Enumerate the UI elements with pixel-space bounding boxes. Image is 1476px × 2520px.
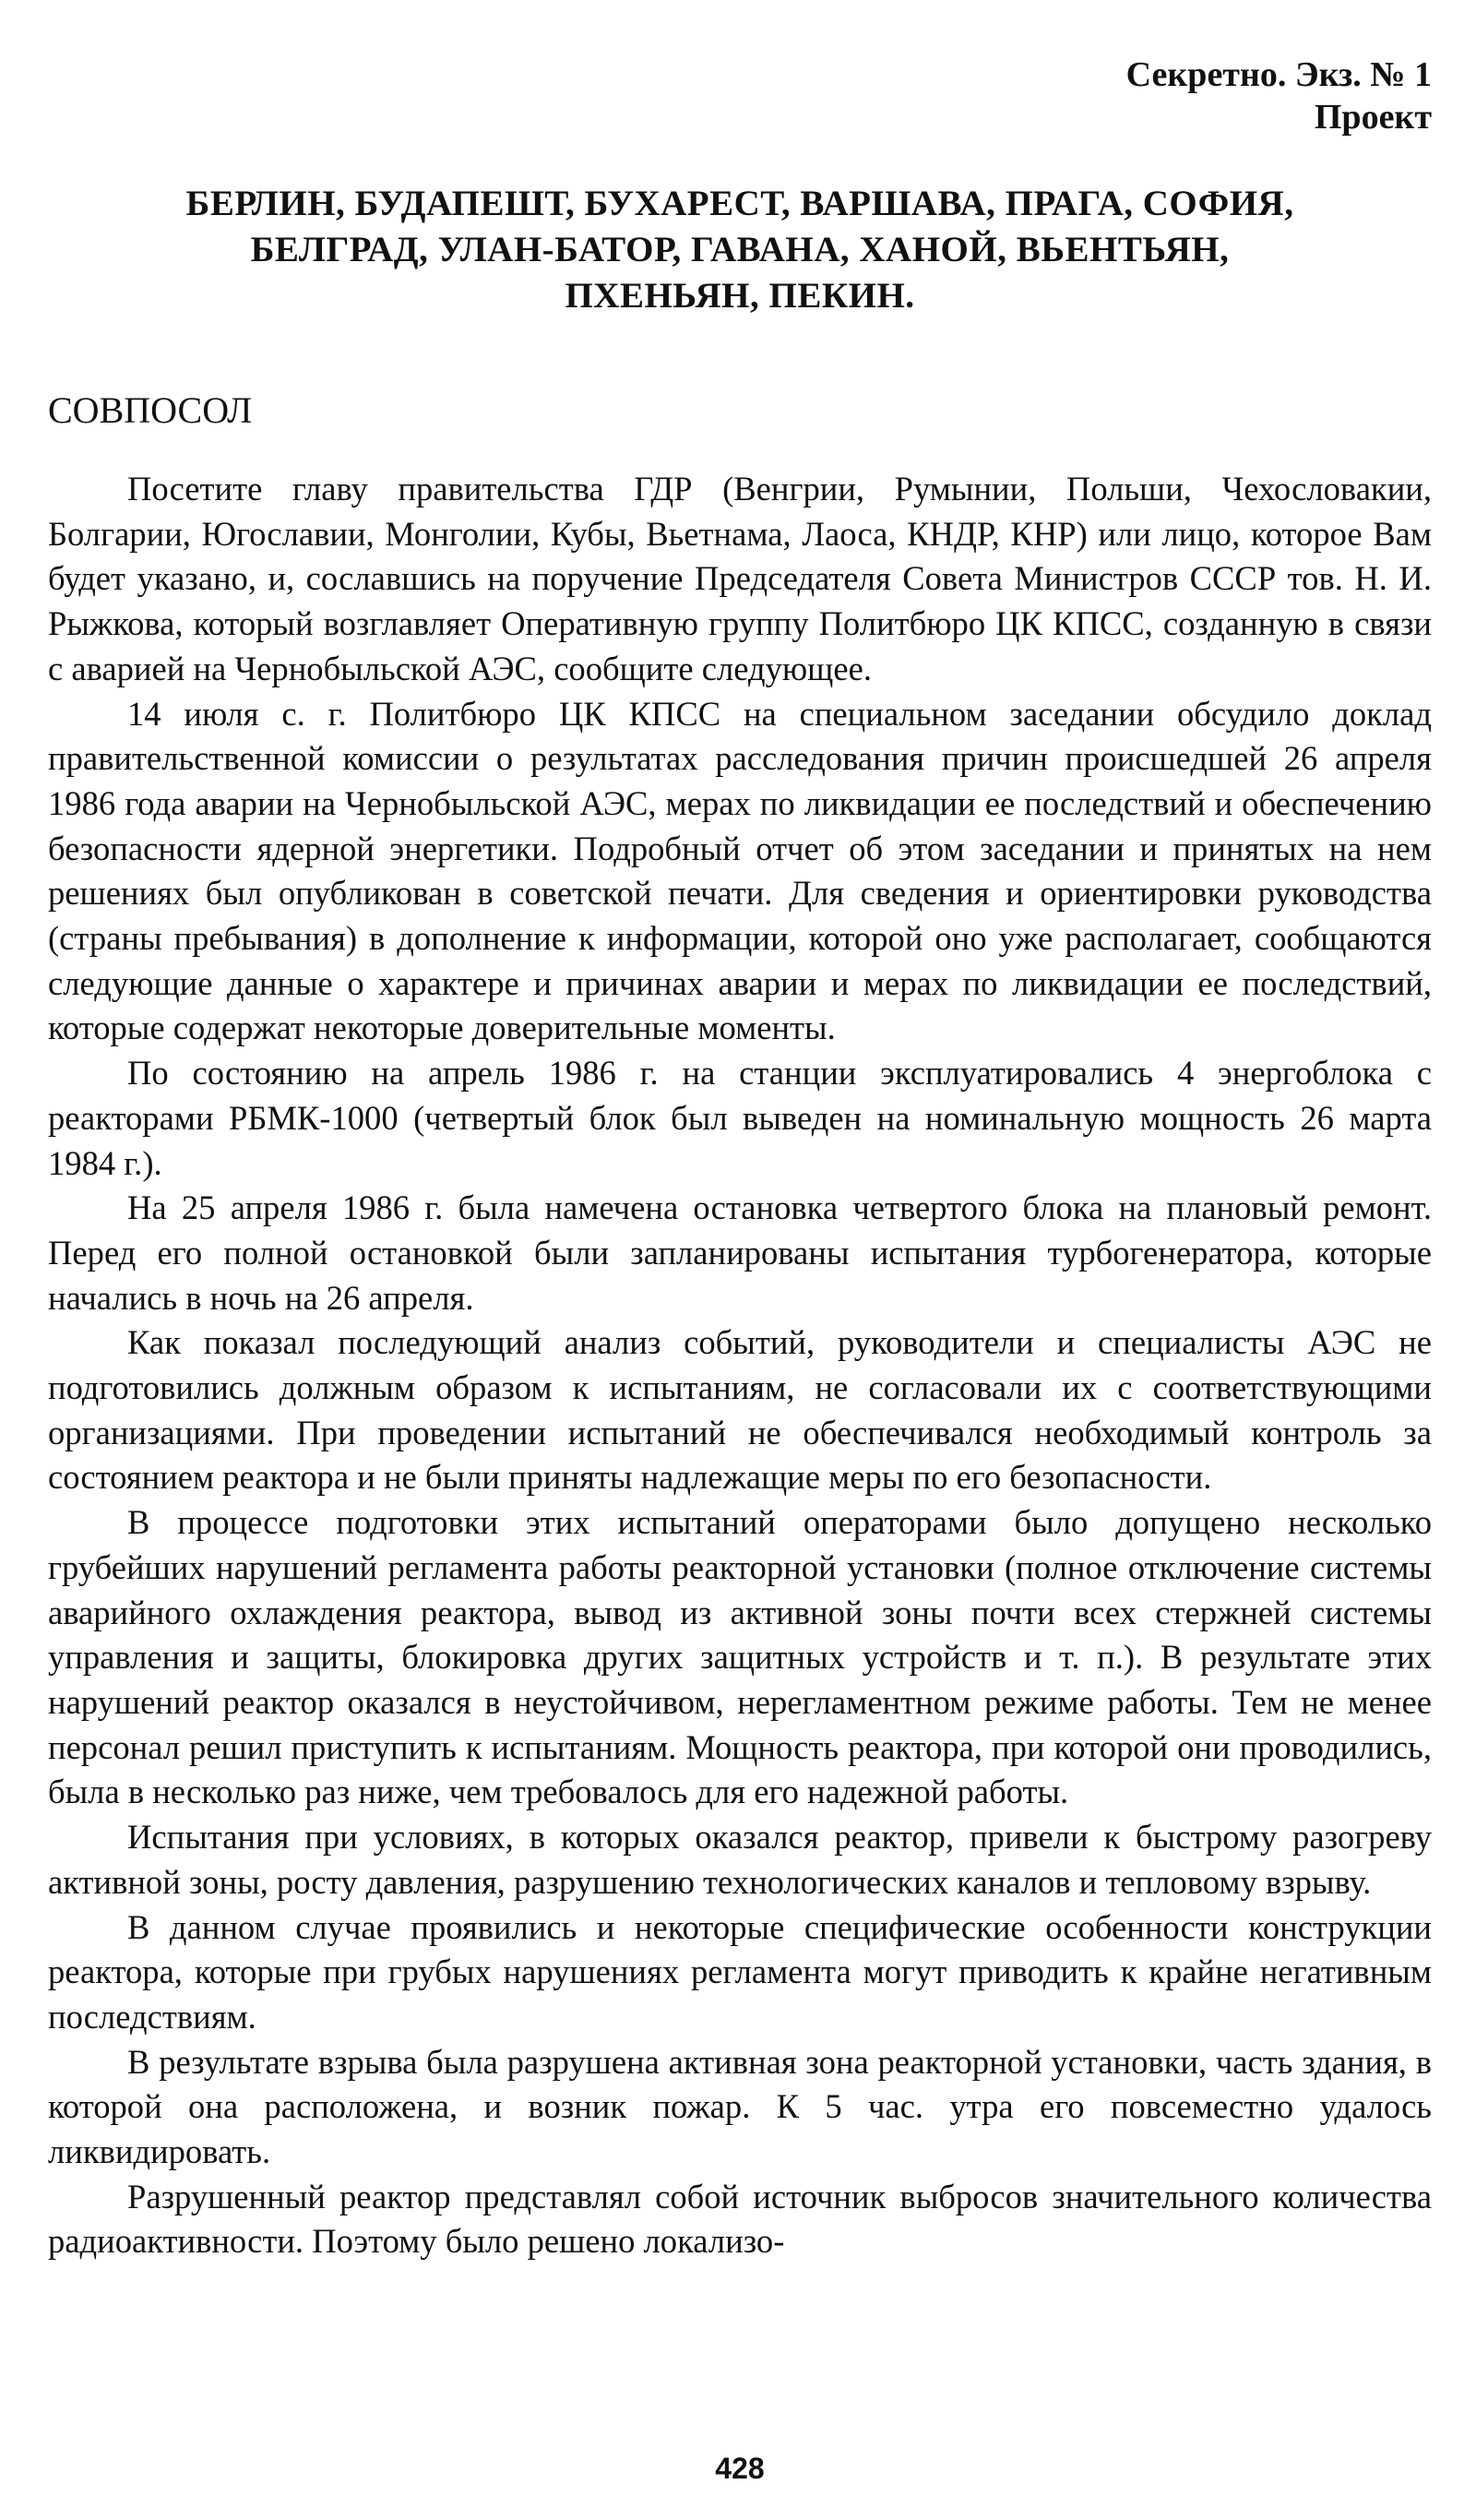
addressee-line-1: БЕРЛИН, БУДАПЕШТ, БУХАРЕСТ, ВАРШАВА, ПРАГА, СОФИЯ, bbox=[185, 184, 1294, 223]
paragraph: Испытания при условиях, в которых оказался реактор, привели к быстрому разогреву активной зоны, росту давления, разрушению технологических каналов и тепловому взрыву. bbox=[48, 1818, 1432, 1901]
document-page bbox=[48, 0, 1432, 2520]
paragraph: В данном случае проявились и некоторые специфические особенности конструкции реактора, которые при грубых нарушениях регламента могут приводить к крайне негативным последствиям. bbox=[48, 1907, 1432, 2036]
page-number: 428 bbox=[715, 2452, 765, 2485]
recipient-heading: СОВПОСОЛ bbox=[48, 389, 253, 431]
paragraph: Как показал последующий анализ событий, руководители и специалисты АЭС не подготовились должным образом к испытаниям, не согласовали их с соответствующими организациями. При проведении испытаний не обеспечивался необходимый контроль за состоянием реактора и не были приняты надлежащие меры по его безопасности. bbox=[48, 1323, 1432, 1497]
paragraph: На 25 апреля 1986 г. была намечена остановка четвертого блока на плановый ремонт. Перед его полной остановкой были запланированы испытания турбогенератора, которые начались в ночь на 26 апреля. bbox=[48, 1188, 1432, 1317]
classification-block bbox=[1126, 54, 1432, 138]
addressee-line-3: ПХЕНЬЯН, ПЕКИН. bbox=[565, 276, 915, 316]
paragraph: В процессе подготовки этих испытаний операторами было допущено несколько грубейших нарушений регламента работы реакторной установки (полное отключение системы аварийного охлаждения реактора, вывод из активной зоны почти всех стержней системы управления и защиты, блокировка других защитных устройств и т. п.). В результате этих нарушений реактор оказался в неустойчивом, нерегламентном режиме работы. Тем не менее персонал решил приступить к испытаниям. Мощность реактора, при которой они проводились, была в несколько раз ниже, чем требовалось для его надежной работы. bbox=[48, 1503, 1432, 1811]
paragraph: По состоянию на апрель 1986 г. на станции эксплуатировались 4 энергоблока с реакторами РБМК-1000 (четвертый блок был выведен на номинальную мощность 26 марта 1984 г.). bbox=[48, 1054, 1432, 1182]
paragraph: Разрушенный реактор представлял собой источник выбросов значительного количества радиоактивности. Поэтому было решено локализо- bbox=[48, 2177, 1432, 2261]
addressee-line-2: БЕЛГРАД, УЛАН-БАТОР, ГАВАНА, ХАНОЙ, ВЬЕНТЬЯН, bbox=[250, 230, 1230, 269]
classification-marking: Секретно. Экз. № 1 bbox=[1125, 55, 1432, 94]
draft-status: Проект bbox=[1314, 98, 1432, 137]
addressee-list bbox=[48, 181, 1432, 319]
paragraph: 14 июля с. г. Политбюро ЦК КПСС на специальном заседании обсудило доклад правительственной комиссии о результатах расследования причин происшедшей 26 апреля 1986 года аварии на Чернобыльской АЭС, мерах по ликвидации ее последствий и обеспечению безопасности ядерной энергетики. Подробный отчет об этом заседании и принятых на нем решениях был опубликован в советской печати. Для сведения и ориентировки руководства (страны пребывания) в дополнение к информации, которой оно уже располагает, сообщаются следующие данные о характере и причинах аварии и мерах по ликвидации ее последствий, которые содержат некоторые доверительные моменты. bbox=[48, 694, 1432, 1047]
document-body bbox=[48, 467, 1432, 2264]
paragraph: Посетите главу правительства ГДР (Венгрии, Румынии, Польши, Чехословакии, Болгарии, Югославии, Монголии, Кубы, Вьетнама, Лаоса, КНДР, КНР) или лицо, которое Вам будет указано, и, сославшись на поручение Председателя Совета Министров СССР тов. Н. И. Рыжкова, который возглавляет Оперативную группу Политбюро ЦК КПСС, созданную в связи с аварией на Чернобыльской АЭС, сообщите следующее. bbox=[48, 470, 1432, 687]
paragraph: В результате взрыва была разрушена активная зона реакторной установки, часть здания, в которой она расположена, и возник пожар. К 5 час. утра его повсеместно удалось ликвидировать. bbox=[48, 2042, 1432, 2171]
